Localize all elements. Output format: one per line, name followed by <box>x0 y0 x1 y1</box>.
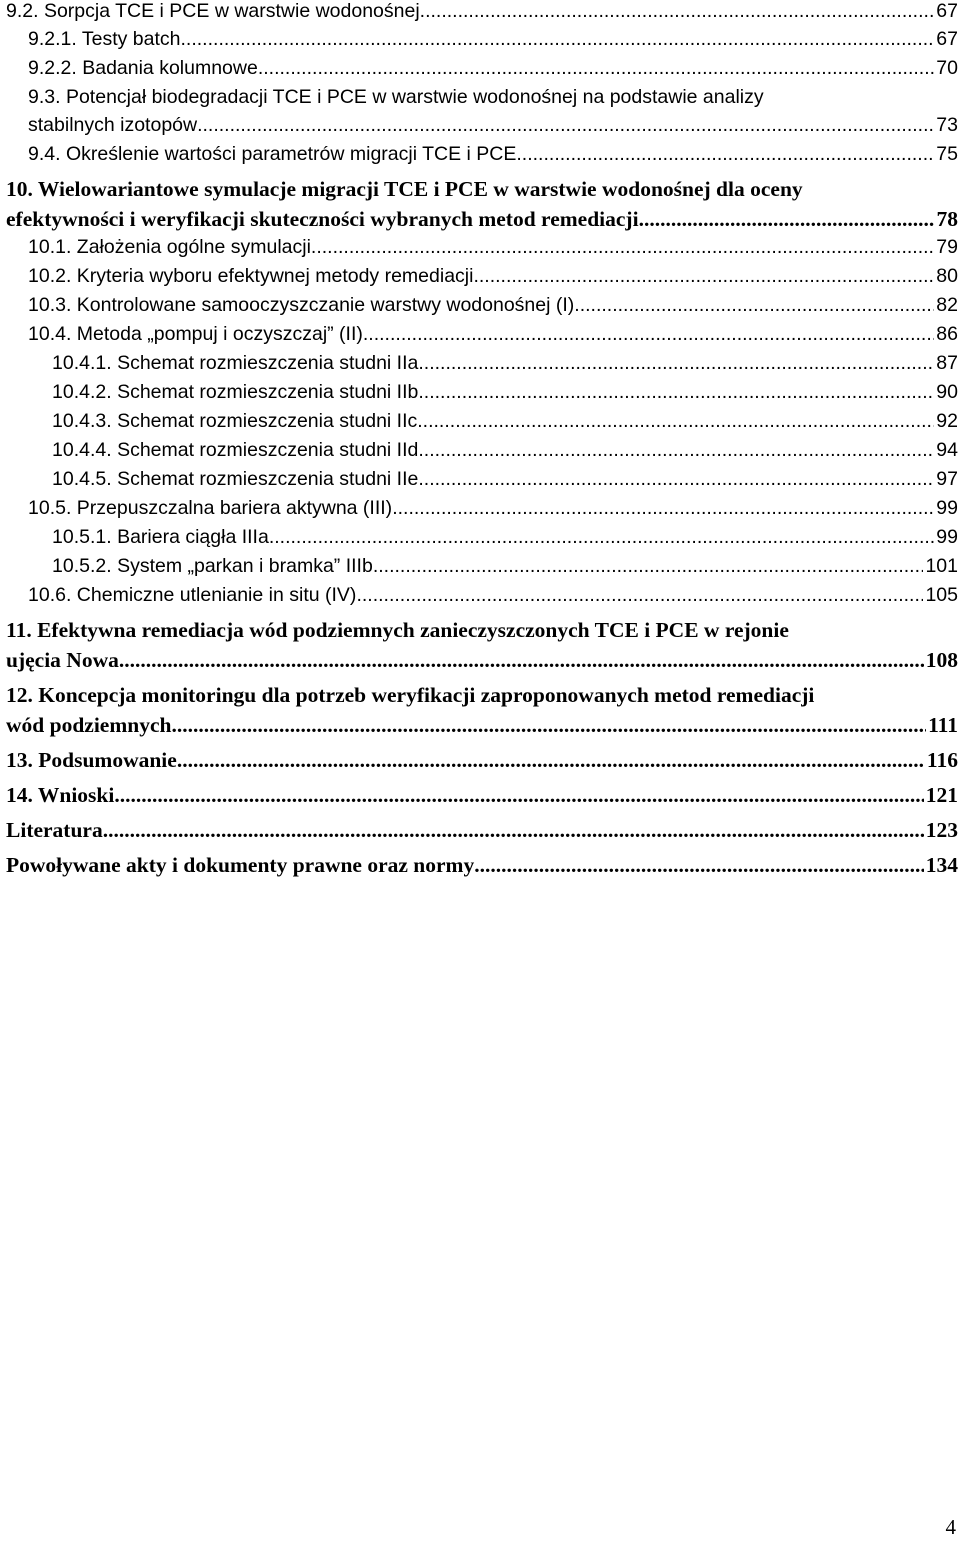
toc-title-line <box>6 618 789 643</box>
toc-line <box>28 114 958 137</box>
dot-leader <box>356 584 923 607</box>
toc-line <box>6 818 958 843</box>
toc-line <box>6 648 958 673</box>
toc-title <box>28 584 356 607</box>
toc-line <box>52 555 958 578</box>
toc-section-number: 10.4.2. <box>52 381 112 403</box>
toc-section-number: 10.1. <box>28 236 72 258</box>
toc-line <box>6 783 958 808</box>
page-number: 4 <box>945 1515 956 1539</box>
dot-leader <box>269 526 934 549</box>
toc-page-number: 99 <box>936 497 958 519</box>
toc-section-number: 10.2. <box>28 265 72 287</box>
toc-title <box>6 0 420 23</box>
toc-title <box>52 526 269 549</box>
toc-page-number: 79 <box>936 236 958 258</box>
toc-title <box>28 28 181 51</box>
toc-page-number: 80 <box>936 265 958 287</box>
toc-line <box>6 748 958 773</box>
toc-section-number: 10.4.3. <box>52 410 112 432</box>
toc-title: stabilnych izotopów <box>28 114 198 136</box>
toc-section-number: 9.2. <box>6 0 39 22</box>
toc-title <box>52 468 418 491</box>
toc-title-text: Kontrolowane samooczyszczanie warstwy wodonośnej (I) <box>76 294 575 316</box>
toc-line <box>52 468 958 491</box>
toc-title-text: Bariera ciągła IIIa <box>117 526 269 548</box>
toc-page-number: 86 <box>936 323 958 345</box>
dot-leader <box>373 555 924 578</box>
dot-leader <box>119 648 924 673</box>
toc-title-text: Potencjał biodegradacji TCE i PCE w warstwie wodonośnej na podstawie analizy <box>65 86 764 108</box>
toc-title <box>28 497 392 520</box>
toc-line <box>52 439 958 462</box>
toc-title <box>52 439 418 462</box>
toc-line <box>28 497 958 520</box>
toc-title-text: Wnioski <box>37 783 115 807</box>
toc-title-line <box>6 177 803 202</box>
toc-title-text: Schemat rozmieszczenia studni IIb <box>117 381 419 403</box>
dot-leader <box>363 323 934 346</box>
dot-leader <box>639 207 935 232</box>
toc-page-number: 116 <box>926 748 958 772</box>
toc-section-number: 10.6. <box>28 584 72 606</box>
toc-page-number: 121 <box>925 783 958 807</box>
toc-line <box>52 352 958 375</box>
toc-line <box>52 410 958 433</box>
dot-leader <box>418 468 934 491</box>
toc-page-number: 101 <box>925 555 958 577</box>
toc-title <box>6 783 114 808</box>
toc-title-text: System „parkan i bramka” IIIb <box>117 555 373 577</box>
toc-title <box>28 265 473 288</box>
toc-section-number: 9.2.2. <box>28 57 77 79</box>
toc-page-number: 108 <box>925 648 958 672</box>
dot-leader <box>392 497 934 520</box>
dot-leader <box>197 114 934 137</box>
dot-leader <box>417 410 934 433</box>
toc-line <box>28 584 958 607</box>
dot-leader <box>258 57 934 80</box>
toc-section-number: 9.4. <box>28 143 61 165</box>
dot-leader <box>418 381 934 404</box>
toc-title-text: Podsumowanie <box>38 748 177 772</box>
toc-line <box>52 381 958 404</box>
toc-title <box>28 294 574 317</box>
toc-section-number: 11. <box>6 618 32 642</box>
toc-section-number: 10. <box>6 177 33 201</box>
toc-title-text: Chemiczne utlenianie in situ (IV) <box>76 584 357 606</box>
toc-page-number: 111 <box>928 713 958 737</box>
toc-title: ujęcia Nowa <box>6 648 119 672</box>
toc-section-number: 9.2.1. <box>28 28 77 50</box>
toc-title-text: Kryteria wyboru efektywnej metody remediacji <box>76 265 474 287</box>
toc-title: Literatura <box>6 818 103 842</box>
toc-title: Powoływane akty i dokumenty prawne oraz normy <box>6 853 475 877</box>
toc-page-number: 134 <box>925 853 958 877</box>
toc-page-number: 90 <box>936 381 958 403</box>
toc-section-number: 13. <box>6 748 33 772</box>
dot-leader <box>574 294 934 317</box>
dot-leader <box>171 713 926 738</box>
dot-leader <box>474 853 924 878</box>
toc-section-number: 10.5.2. <box>52 555 112 577</box>
toc-page-number: 105 <box>925 584 958 606</box>
toc-title-text: Metoda „pompuj i oczyszczaj” (II) <box>76 323 363 345</box>
toc-page-number: 70 <box>936 57 958 79</box>
toc-title-text: Określenie wartości parametrów migracji TCE i PCE <box>65 143 517 165</box>
toc-page-number: 82 <box>936 294 958 316</box>
toc-title-text: Badania kolumnowe <box>82 57 258 79</box>
toc-page-number: 67 <box>936 28 958 50</box>
toc-page-number: 123 <box>925 818 958 842</box>
toc-title: efektywności i weryfikacji skuteczności wybranych metod remediacji <box>6 207 639 231</box>
toc-section-number: 10.4.5. <box>52 468 112 490</box>
toc-line <box>28 236 958 259</box>
toc-page-number: 92 <box>936 410 958 432</box>
toc-section-number: 10.4.1. <box>52 352 112 374</box>
toc-title <box>28 57 258 80</box>
toc-title <box>52 381 418 404</box>
toc-line <box>28 323 958 346</box>
toc-title <box>52 352 418 375</box>
toc-title <box>6 748 177 773</box>
toc-section-number: 9.3. <box>28 86 61 108</box>
dot-leader <box>420 0 935 23</box>
toc-title-line <box>28 86 764 109</box>
toc-title: wód podziemnych <box>6 713 172 737</box>
toc-line <box>6 853 958 878</box>
toc-title <box>28 323 363 346</box>
toc-page-number: 94 <box>936 439 958 461</box>
toc-title-text: Schemat rozmieszczenia studni IIe <box>117 468 419 490</box>
toc-section-number: 10.3. <box>28 294 72 316</box>
toc-line <box>28 57 958 80</box>
dot-leader <box>418 352 934 375</box>
toc-line <box>28 28 958 51</box>
toc-title <box>52 555 373 578</box>
dot-leader <box>516 143 934 166</box>
toc-line <box>6 713 958 738</box>
toc-section-number: 10.5.1. <box>52 526 112 548</box>
toc-page-number: 67 <box>936 0 958 22</box>
dot-leader <box>418 439 934 462</box>
toc-title <box>52 410 417 433</box>
dot-leader <box>473 265 934 288</box>
toc-section-number: 10.5. <box>28 497 72 519</box>
toc-title <box>28 143 516 166</box>
toc-line <box>28 265 958 288</box>
toc-line <box>52 526 958 549</box>
toc-section-number: 10.4. <box>28 323 72 345</box>
dot-leader <box>177 748 925 773</box>
dot-leader <box>181 28 935 51</box>
toc-title-text: Przepuszczalna bariera aktywna (III) <box>76 497 393 519</box>
toc-page-number: 97 <box>936 468 958 490</box>
toc-title-text: Wielowariantowe symulacje migracji TCE i PCE w warstwie wodonośnej dla oceny <box>37 177 803 201</box>
toc-title-text: Koncepcja monitoringu dla potrzeb weryfikacji zaproponowanych metod remediacji <box>38 683 815 707</box>
toc-title-text: Testy batch <box>81 28 181 50</box>
toc-page-number: 87 <box>936 352 958 374</box>
toc-title-text: Schemat rozmieszczenia studni IId <box>117 439 419 461</box>
toc-section-number: 12. <box>6 683 33 707</box>
toc-title <box>28 236 311 259</box>
toc-title-text: Schemat rozmieszczenia studni IIc <box>117 410 418 432</box>
toc-line <box>28 294 958 317</box>
toc-section-number: 14. <box>6 783 33 807</box>
toc-page-number: 73 <box>936 114 958 136</box>
dot-leader <box>103 818 924 843</box>
dot-leader <box>114 783 923 808</box>
toc-section-number: 10.4.4. <box>52 439 112 461</box>
toc-title-text: Sorpcja TCE i PCE w warstwie wodonośnej <box>43 0 420 22</box>
toc-title-line <box>6 683 814 708</box>
toc-title-text: Założenia ogólne symulacji <box>76 236 311 258</box>
toc-line <box>6 207 958 232</box>
toc-line <box>28 143 958 166</box>
toc-title-text: Efektywna remediacja wód podziemnych zanieczyszczonych TCE i PCE w rejonie <box>37 618 789 642</box>
toc-line <box>6 0 958 23</box>
dot-leader <box>311 236 934 259</box>
toc-page-number: 78 <box>936 207 958 231</box>
toc-title-text: Schemat rozmieszczenia studni IIa <box>117 352 419 374</box>
toc-page-number: 99 <box>936 526 958 548</box>
toc-page-number: 75 <box>936 143 958 165</box>
